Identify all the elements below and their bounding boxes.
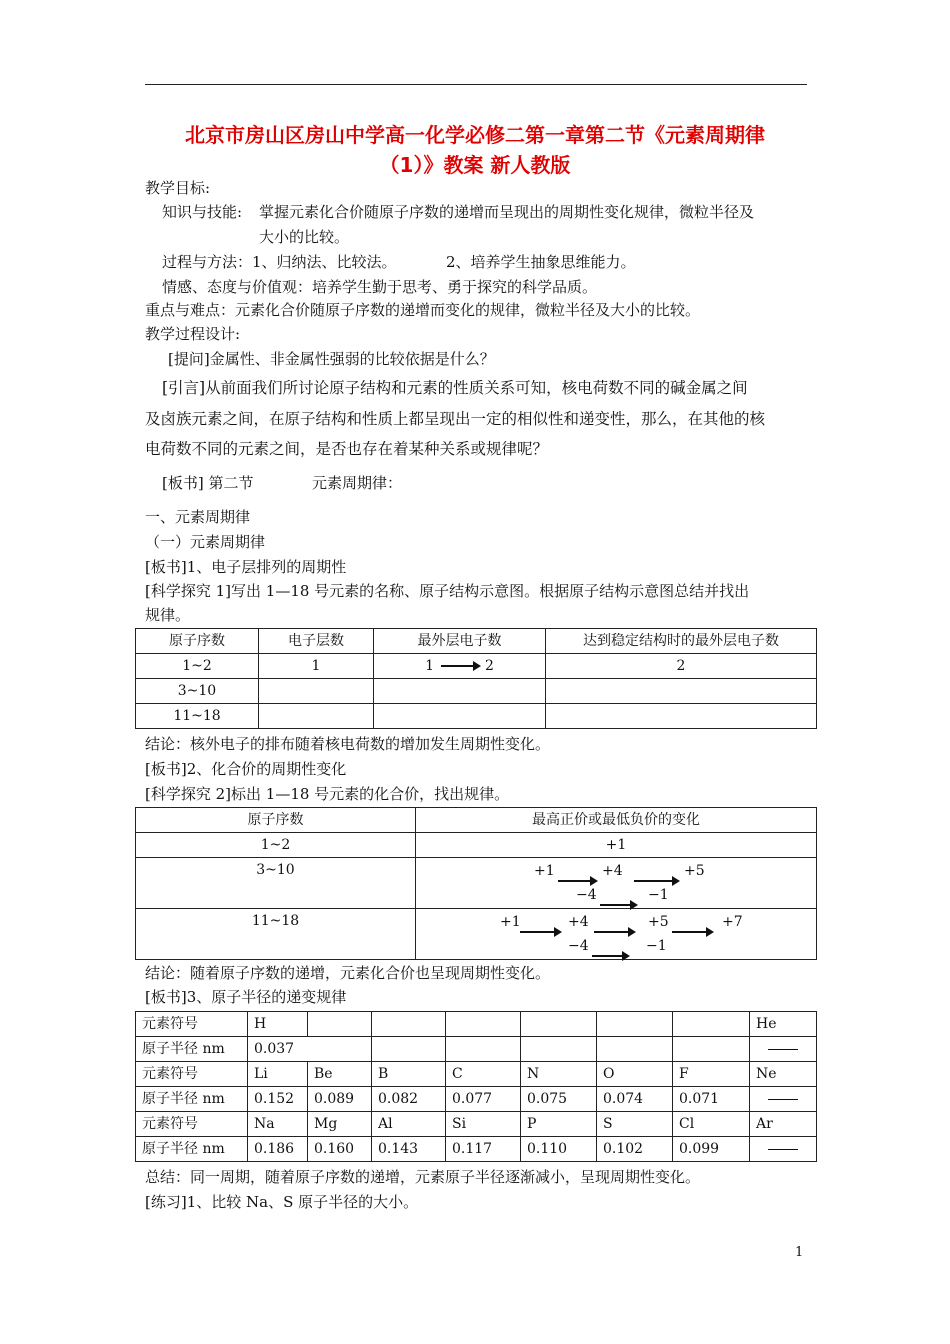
arrow-icon <box>592 955 628 957</box>
electron-layer-table <box>135 628 817 729</box>
knowledge-text-2: 大小的比较。 <box>259 228 350 246</box>
dash-icon <box>768 1149 798 1150</box>
row-label: 元素符号 <box>136 1012 248 1037</box>
arrow-icon <box>634 880 678 882</box>
process-methods: 过程与方法：1、归纳法、比较法。 <box>162 253 397 271</box>
radius-value: 0.099 <box>673 1137 750 1162</box>
table-cell <box>597 1037 673 1062</box>
table-cell <box>521 1012 597 1037</box>
row-label: 元素符号 <box>136 1112 248 1137</box>
row-label: 原子半径 nm <box>136 1037 248 1062</box>
exercise-text: [练习]1、比较 Na、S 原子半径的大小。 <box>145 1193 419 1211</box>
row-label: 元素符号 <box>136 1062 248 1087</box>
table-cell <box>546 704 817 729</box>
element-symbol: Cl <box>673 1112 750 1137</box>
valence-value: +4 <box>602 863 623 879</box>
design-heading: 教学过程设计: <box>145 325 241 343</box>
table-cell <box>259 704 374 729</box>
outer-to: 2 <box>484 658 494 674</box>
radius-value: 0.117 <box>446 1137 521 1162</box>
radius-value: 0.037 <box>248 1037 372 1062</box>
valence-value: +1 <box>500 914 521 930</box>
conclusion-1: 结论：核外电子的排布随着核电荷数的增加发生周期性变化。 <box>145 735 551 753</box>
element-symbol: Si <box>446 1112 521 1137</box>
valence-value: +5 <box>648 914 669 930</box>
table-cell <box>259 679 374 704</box>
board-electron-layers: [板书]1、电子层排列的周期性 <box>145 558 347 576</box>
radius-value: 0.110 <box>521 1137 597 1162</box>
table-cell <box>374 679 546 704</box>
element-symbol: B <box>372 1062 446 1087</box>
element-symbol: Ne <box>750 1062 817 1087</box>
table-cell: 1 <box>259 654 374 679</box>
element-symbol: P <box>521 1112 597 1137</box>
arrow-icon <box>594 931 634 933</box>
summary-text: 总结：同一周期，随着原子序数的递增，元素原子半径逐渐减小，呈现周期性变化。 <box>145 1168 701 1186</box>
doc-title-line-1: 北京市房山区房山中学高一化学必修二第一章第二节《元素周期律 <box>185 123 765 147</box>
valence-value: +4 <box>568 914 589 930</box>
key-points: 重点与难点：元素化合价随原子序数的递增而变化的规律，微粒半径及大小的比较。 <box>145 301 701 319</box>
element-symbol: C <box>446 1062 521 1087</box>
emotion-values: 情感、态度与价值观：培养学生勤于思考、勇于探究的科学品质。 <box>162 278 598 296</box>
arrow-icon <box>672 931 712 933</box>
element-symbol: F <box>673 1062 750 1087</box>
table-cell <box>372 1012 446 1037</box>
header-cell: 原子序数 <box>136 629 259 654</box>
arrow-icon <box>558 880 596 882</box>
table-cell <box>521 1037 597 1062</box>
element-symbol: S <box>597 1112 673 1137</box>
header-rule <box>145 84 807 85</box>
section-heading: 一、元素周期律 <box>145 508 251 526</box>
question-text: [提问]金属性、非金属性强弱的比较依据是什么？ <box>168 350 495 368</box>
subsection-heading: （一）元素周期律 <box>145 533 266 551</box>
header-cell: 最高正价或最低负价的变化 <box>416 808 817 833</box>
board-section-label: [板书] 第二节 <box>162 474 254 492</box>
table-cell <box>374 654 546 679</box>
element-symbol: Na <box>248 1112 308 1137</box>
intro-line-1: [引言]从前面我们所讨论原子结构和元素的性质关系可知，核电荷数不同的碱金属之间 <box>162 379 748 397</box>
table-cell: 2 <box>546 654 817 679</box>
table-cell: 3~10 <box>136 858 416 909</box>
table-cell <box>546 679 817 704</box>
board-section-title: 元素周期律： <box>312 474 403 492</box>
radius-value <box>750 1037 817 1062</box>
radius-value <box>750 1137 817 1162</box>
table-cell: 3~10 <box>136 679 259 704</box>
radius-value: 0.102 <box>597 1137 673 1162</box>
table-cell: 1~2 <box>136 654 259 679</box>
header-cell: 最外层电子数 <box>374 629 546 654</box>
table-cell <box>374 704 546 729</box>
table-cell: 11~18 <box>136 909 416 960</box>
process-methods-2: 2、培养学生抽象思维能力。 <box>446 253 636 271</box>
header-cell: 达到稳定结构时的最外层电子数 <box>546 629 817 654</box>
element-symbol: He <box>750 1012 817 1037</box>
page-number: 1 <box>795 1245 804 1260</box>
intro-line-3: 电荷数不同的元素之间，是否也存在着某种关系或规律呢？ <box>145 440 549 458</box>
radius-value: 0.075 <box>521 1087 597 1112</box>
valence-value: −4 <box>568 938 589 954</box>
table-cell <box>416 909 817 960</box>
positive-valence-row <box>416 910 816 934</box>
knowledge-text-1: 掌握元素化合价随原子序数的递增而呈现出的周期性变化规律，微粒半径及 <box>259 203 755 221</box>
conclusion-2: 结论：随着原子序数的递增，元素化合价也呈现周期性变化。 <box>145 964 551 982</box>
element-symbol: Ar <box>750 1112 817 1137</box>
objectives-heading: 教学目标: <box>145 179 211 197</box>
radius-value: 0.077 <box>446 1087 521 1112</box>
board-radius: [板书]3、原子半径的递变规律 <box>145 988 347 1006</box>
element-symbol: Mg <box>308 1112 372 1137</box>
element-symbol: O <box>597 1062 673 1087</box>
row-label: 原子半径 nm <box>136 1087 248 1112</box>
element-symbol: Be <box>308 1062 372 1087</box>
table-cell <box>673 1037 750 1062</box>
element-symbol: H <box>248 1012 308 1037</box>
element-symbol: Al <box>372 1112 446 1137</box>
explore-2: [科学探究 2]标出 1—18 号元素的化合价，找出规律。 <box>145 785 510 803</box>
table-cell: 11~18 <box>136 704 259 729</box>
board-valence: [板书]2、化合价的周期性变化 <box>145 760 347 778</box>
negative-valence-row <box>416 883 816 907</box>
outer-from: 1 <box>425 658 435 674</box>
arrow-icon <box>600 904 636 906</box>
radius-value: 0.082 <box>372 1087 446 1112</box>
table-cell: 1~2 <box>136 833 416 858</box>
table-cell <box>446 1012 521 1037</box>
valence-table <box>135 807 817 960</box>
doc-title-line-2: （1）》教案 新人教版 <box>379 153 571 177</box>
dash-icon <box>768 1049 798 1050</box>
table-cell <box>416 858 817 909</box>
negative-valence-row <box>416 934 816 958</box>
radius-value: 0.186 <box>248 1137 308 1162</box>
element-symbol: Li <box>248 1062 308 1087</box>
header-cell: 原子序数 <box>136 808 416 833</box>
valence-value: +1 <box>534 863 555 879</box>
table-cell <box>446 1037 521 1062</box>
radius-value: 0.074 <box>597 1087 673 1112</box>
radius-value: 0.160 <box>308 1137 372 1162</box>
header-cell: 电子层数 <box>259 629 374 654</box>
table-cell <box>673 1012 750 1037</box>
table-cell <box>308 1012 372 1037</box>
row-label: 原子半径 nm <box>136 1137 248 1162</box>
table-cell <box>372 1037 446 1062</box>
arrow-icon <box>520 931 560 933</box>
explore-1-line-1: [科学探究 1]写出 1—18 号元素的名称、原子结构示意图。根据原子结构示意图总结并找出 <box>145 582 750 600</box>
table-cell <box>597 1012 673 1037</box>
positive-valence-row <box>416 859 816 883</box>
valence-value: +7 <box>722 914 743 930</box>
atomic-radius-table <box>135 1011 817 1162</box>
arrow-icon <box>441 665 479 667</box>
intro-line-2: 及卤族元素之间，在原子结构和性质上都呈现出一定的相似性和递变性，那么，在其他的核 <box>145 410 766 428</box>
valence-value: −1 <box>648 887 669 903</box>
valence-value: −1 <box>646 938 667 954</box>
radius-value: 0.143 <box>372 1137 446 1162</box>
explore-1-line-2: 规律。 <box>145 606 191 624</box>
valence-value: −4 <box>576 887 597 903</box>
radius-value: 0.089 <box>308 1087 372 1112</box>
radius-value <box>750 1087 817 1112</box>
radius-value: 0.071 <box>673 1087 750 1112</box>
dash-icon <box>768 1099 798 1100</box>
radius-value: 0.152 <box>248 1087 308 1112</box>
table-cell: +1 <box>416 833 817 858</box>
valence-value: +5 <box>684 863 705 879</box>
knowledge-label: 知识与技能: <box>162 203 243 221</box>
element-symbol: N <box>521 1062 597 1087</box>
